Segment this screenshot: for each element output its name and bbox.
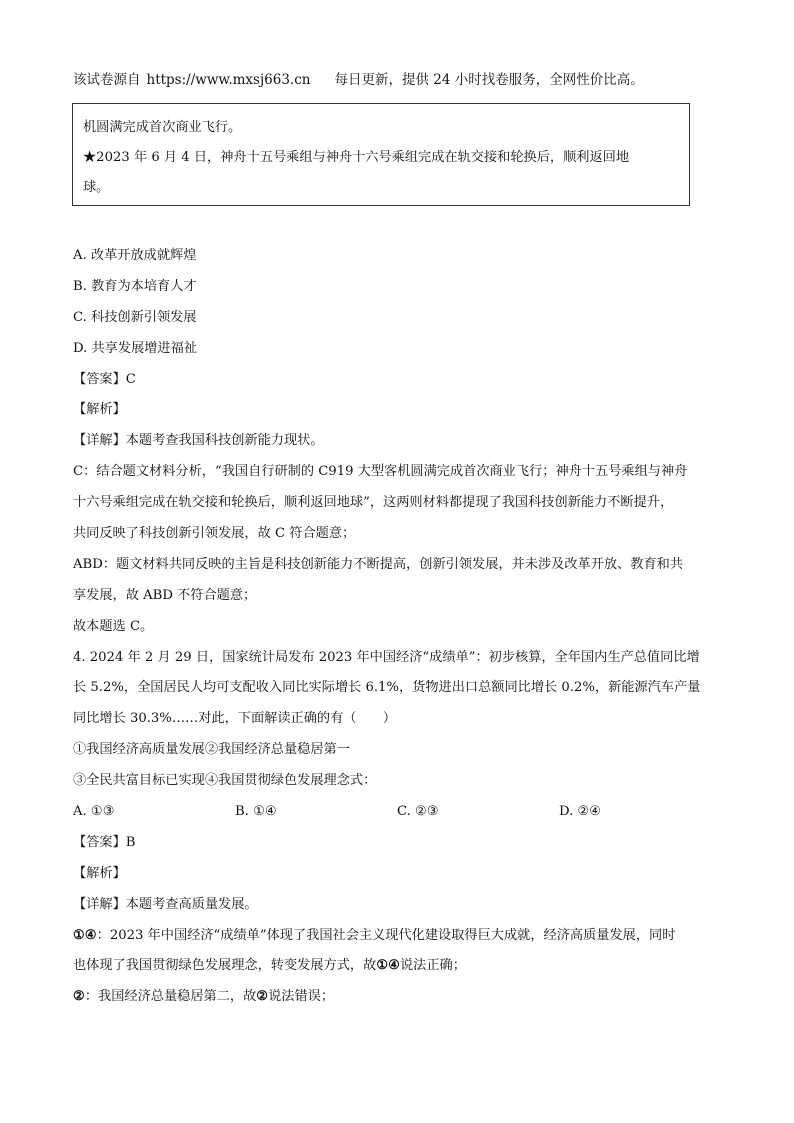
q4-explanation-line <box>73 921 733 952</box>
main-content <box>73 241 733 1013</box>
q3-option-c: C. 科技创新引领发展 <box>73 309 197 325</box>
statement-ref: ①④ <box>73 927 97 943</box>
analysis-label: 【 解析 】 <box>73 402 126 417</box>
q3-detail <box>73 426 733 457</box>
answer-label: 【 答案 】 <box>73 835 126 850</box>
q3-explanation-line: 享发展，故 ABD 不符合题意； <box>73 587 257 603</box>
q4-stem-line: 长 5.2%，全国居民人均可支配收入同比实际增长 6.1%，货物进出口总额同比增长 0.2%，新能源汽车产量 <box>73 680 701 696</box>
q3-option-a: A. 改革开放成就辉煌 <box>73 248 197 263</box>
statement-ref: ② <box>73 989 85 1005</box>
explanation-text: ：我国经济总量稳居第二，故 <box>84 989 257 1005</box>
q4-options <box>73 797 733 828</box>
q4-detail <box>73 890 733 921</box>
explanation-text: 说法错误； <box>268 989 335 1005</box>
detail-label: 【 详解 】 <box>73 433 126 448</box>
q4-option-d: D. ②④ <box>559 804 602 820</box>
answer-value: C <box>125 371 136 387</box>
explanation-text: 说法正确； <box>399 958 466 974</box>
explanation-text: ：2023 年中国经济“成绩单”体现了我国社会主义现代化建设取得巨大成就，经济高质量发展，同时 <box>96 927 676 943</box>
explanation-text: 也体现了我国贯彻绿色发展理念，转变发展方式，故 <box>73 958 377 974</box>
q4-statements: ③全民共富目标已实现④我国贯彻绿色发展理念式： <box>73 773 377 789</box>
material-line: 机圆满完成首次商业飞行。 <box>83 120 242 135</box>
statement-ref: ② <box>256 989 269 1005</box>
detail-text: 本题考查高质量发展。 <box>125 896 258 912</box>
material-box <box>72 103 690 206</box>
q4-stem-line: 同比增长 30.3%……对此，下面解读正确的有（ ） <box>73 711 397 727</box>
q3-conclusion: 故本题选 C。 <box>73 618 154 634</box>
q4-explanation-line <box>73 982 733 1013</box>
statement-ref: ①④ <box>376 958 400 974</box>
detail-text: 本题考查我国科技创新能力现状。 <box>125 433 324 449</box>
q3-explanation-line: 共同反映了科技创新引领发展，故 C 符合题意； <box>73 526 356 542</box>
q4-option-b: B. ①④ <box>235 804 277 820</box>
q3-explanation-line: C：结合题文材料分析，“我国自行研制的 C919 大型客机圆满完成首次商业飞行；神舟十五号乘组与神舟 <box>73 464 688 480</box>
q3-analysis-heading <box>73 395 733 426</box>
q4-analysis-heading <box>73 859 733 890</box>
q4-statements: ①我国经济高质量发展②我国经济总量稳居第一 <box>73 742 350 758</box>
source-url[interactable]: https://www.mxsj663.cn <box>146 72 311 88</box>
q3-explanation-line: 十六号乘组完成在轨交接和轮换后，顺利返回地球”，这两则材料都提现了我国科技创新能力不断提升， <box>73 495 674 511</box>
page-header <box>73 70 753 90</box>
material-line: ★2023 年 6 月 4 日，神舟十五号乘组与神舟十六号乘组完成在轨交接和轮换后，顺利返回地 <box>83 150 630 165</box>
answer-label: 【 答案 】 <box>73 372 126 387</box>
q4-stem-line: 4. 2024 年 2 月 29 日，国家统计局发布 2023 年中国经济“成绩单”：初步核算，全年国内生产总值同比增 <box>73 649 700 665</box>
q3-answer <box>73 365 733 396</box>
header-slogan: 每日更新，提供 24 小时找卷服务，全网性价比高。 <box>334 72 644 88</box>
q4-answer <box>73 828 733 859</box>
analysis-label: 【 解析 】 <box>73 866 126 881</box>
q4-explanation-line <box>73 951 733 982</box>
detail-label: 【 详解 】 <box>73 897 126 912</box>
q4-option-c: C. ②③ <box>397 804 439 820</box>
q3-option-b: B. 教育为本培育人才 <box>73 278 197 294</box>
q3-option-d: D. 共享发展增进福祉 <box>73 340 197 356</box>
source-label: 该试卷源自 <box>73 72 141 88</box>
q3-explanation-line: ABD：题文材料共同反映的主旨是科技创新能力不断提高，创新引领发展，并未涉及改革开放、教育和共 <box>73 556 684 572</box>
answer-value: B <box>125 834 136 850</box>
material-line: 球。 <box>83 180 110 195</box>
q4-option-a: A. ①③ <box>73 804 115 820</box>
